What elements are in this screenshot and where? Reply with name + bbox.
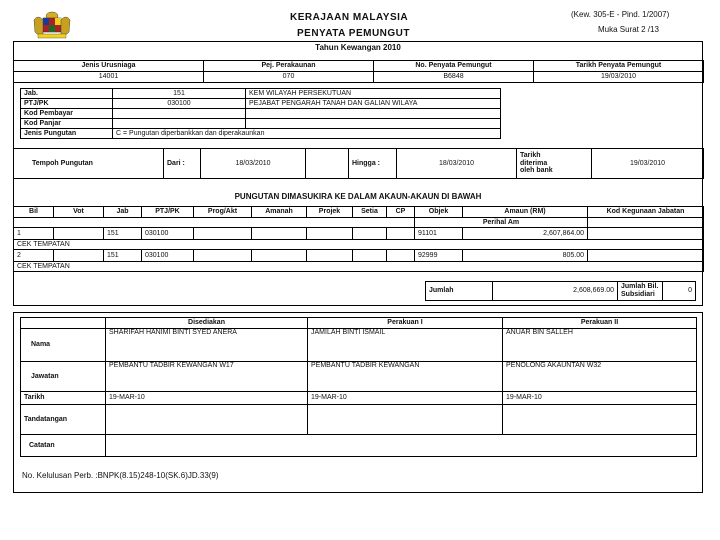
summary-header: Tarikh Penyata Pemungut bbox=[534, 61, 704, 72]
nama-label: Nama bbox=[21, 329, 106, 362]
form-code: (Kew. 305-E - Pind. 1/2007) bbox=[571, 10, 670, 19]
row-bil: 1 bbox=[14, 228, 54, 240]
col-header: Projek bbox=[307, 207, 353, 218]
collection-table bbox=[13, 206, 704, 272]
info-table bbox=[20, 88, 501, 139]
tarikh-bank-label bbox=[517, 149, 592, 179]
nama-perakuan-1: JAMILAH BINTI ISMAIL bbox=[308, 329, 503, 362]
tarikh-perakuan-1: 19-MAR-10 bbox=[308, 392, 503, 405]
jumlah-bil-value: 0 bbox=[663, 282, 696, 301]
tarikh-bank-label-line: Tarikh bbox=[520, 151, 541, 159]
row-cek: CEK TEMPATAN bbox=[14, 240, 704, 250]
jab-label: Jab. bbox=[21, 89, 113, 99]
kod-pembayar-value bbox=[113, 109, 246, 119]
perihal-label: Perihal Am bbox=[415, 218, 588, 228]
tandatangan-disediakan bbox=[106, 405, 308, 435]
summary-header: Jenis Urusniaga bbox=[14, 61, 204, 72]
col-header: Amaun (RM) bbox=[463, 207, 588, 218]
row-kod bbox=[588, 228, 704, 240]
catatan-value bbox=[106, 435, 697, 457]
perihal-extra bbox=[588, 218, 704, 228]
tandatangan-perakuan-1 bbox=[308, 405, 503, 435]
tarikh-label: Tarikh bbox=[21, 392, 106, 405]
row-vot bbox=[54, 250, 104, 262]
tandatangan-label: Tandatangan bbox=[21, 405, 106, 435]
hingga-value: 18/03/2010 bbox=[397, 149, 517, 179]
col-header: CP bbox=[387, 207, 415, 218]
ptj-code: 030100 bbox=[113, 99, 246, 109]
pej-perakaunan-value: 070 bbox=[204, 72, 374, 83]
jawatan-disediakan: PEMBANTU TADBIR KEWANGAN W17 bbox=[106, 362, 308, 392]
approval-col-header: Perakuan I bbox=[308, 318, 503, 329]
row-vot bbox=[54, 228, 104, 240]
tempoh-spacer bbox=[306, 149, 349, 179]
col-header: Objek bbox=[415, 207, 463, 218]
row-amanah bbox=[252, 228, 307, 240]
col-header: Amanah bbox=[252, 207, 307, 218]
row-cek: CEK TEMPATAN bbox=[14, 262, 704, 272]
row-amaun: 2,607,864.00 bbox=[463, 228, 588, 240]
jawatan-label: Jawatan bbox=[21, 362, 106, 392]
approval-table bbox=[20, 317, 697, 457]
col-header: Setia bbox=[353, 207, 387, 218]
row-cp bbox=[387, 228, 415, 240]
jab-code: 151 bbox=[113, 89, 246, 99]
jawatan-perakuan-2: PENOLONG AKAUNTAN W32 bbox=[503, 362, 697, 392]
kod-panjar-value bbox=[113, 119, 246, 129]
row-projek bbox=[307, 228, 353, 240]
tarikh-penyata-value: 19/03/2010 bbox=[534, 72, 704, 83]
approval-col-header: Disediakan bbox=[106, 318, 308, 329]
summary-header: No. Penyata Pemungut bbox=[374, 61, 534, 72]
jawatan-perakuan-1: PEMBANTU TADBIR KEWANGAN bbox=[308, 362, 503, 392]
row-amaun: 805.00 bbox=[463, 250, 588, 262]
catatan-label: Catatan bbox=[21, 435, 106, 457]
form-title: PENYATA PEMUNGUT bbox=[297, 28, 411, 39]
col-header: Bil bbox=[14, 207, 54, 218]
jenis-pungutan-value: C = Pungutan diperbankkan dan diperakaunkan bbox=[113, 129, 501, 139]
col-header: Kod Kegunaan Jabatan bbox=[588, 207, 704, 218]
approval-number: No. Kelulusan Perb. :BNPK(8.15)248-10(SK.6)JD.33(9) bbox=[22, 471, 219, 480]
country-title: KERAJAAN MALAYSIA bbox=[290, 12, 409, 23]
perihal-spacer bbox=[14, 218, 415, 228]
no-penyata-value: B6848 bbox=[374, 72, 534, 83]
col-header: Vot bbox=[54, 207, 104, 218]
row-objek: 92999 bbox=[415, 250, 463, 262]
dari-label: Dari : bbox=[164, 149, 201, 179]
approval-corner bbox=[21, 318, 106, 329]
ptj-name: PEJABAT PENGARAH TANAH DAN GALIAN WILAYA bbox=[246, 99, 501, 109]
row-kod bbox=[588, 250, 704, 262]
jumlah-bil-label bbox=[618, 282, 663, 301]
row-projek bbox=[307, 250, 353, 262]
kod-panjar-extra bbox=[246, 119, 501, 129]
totals-table bbox=[425, 281, 696, 301]
nama-perakuan-2: ANUAR BIN SALLEH bbox=[503, 329, 697, 362]
row-prog bbox=[194, 228, 252, 240]
jumlah-bil-label-line: Subsidiari bbox=[621, 291, 655, 298]
row-prog bbox=[194, 250, 252, 262]
summary-header: Pej. Perakaunan bbox=[204, 61, 374, 72]
tarikh-bank-label-line: diterima bbox=[520, 159, 548, 167]
row-setia bbox=[353, 250, 387, 262]
jumlah-bil-label-line: Jumlah Bil. bbox=[621, 283, 659, 291]
hingga-label: Hingga : bbox=[349, 149, 397, 179]
tarikh-perakuan-2: 19-MAR-10 bbox=[503, 392, 697, 405]
malaysia-coat-of-arms bbox=[30, 10, 74, 40]
page-ref: Muka Surat 2 /13 bbox=[598, 25, 659, 34]
jumlah-label: Jumlah bbox=[426, 282, 493, 301]
row-cp bbox=[387, 250, 415, 262]
row-amanah bbox=[252, 250, 307, 262]
ptj-label: PTJ/PK bbox=[21, 99, 113, 109]
approval-col-header: Perakuan II bbox=[503, 318, 697, 329]
jenis-urusniaga-value: 14001 bbox=[14, 72, 204, 83]
tarikh-disediakan: 19-MAR-10 bbox=[106, 392, 308, 405]
tandatangan-perakuan-2 bbox=[503, 405, 697, 435]
dari-value: 18/03/2010 bbox=[201, 149, 306, 179]
row-jab: 151 bbox=[104, 250, 142, 262]
nama-disediakan: SHARIFAH HANIMI BINTI SYED ANERA bbox=[106, 329, 308, 362]
col-header: Jab bbox=[104, 207, 142, 218]
row-jab: 151 bbox=[104, 228, 142, 240]
tarikh-bank-value: 19/03/2010 bbox=[592, 149, 704, 179]
tempoh-table bbox=[13, 148, 704, 179]
row-objek: 91101 bbox=[415, 228, 463, 240]
kod-pembayar-label: Kod Pembayar bbox=[21, 109, 113, 119]
row-bil: 2 bbox=[14, 250, 54, 262]
row-ptj: 030100 bbox=[142, 250, 194, 262]
tempoh-label: Tempoh Pungutan bbox=[14, 149, 164, 179]
jenis-pungutan-label: Jenis Pungutan bbox=[21, 129, 113, 139]
tarikh-bank-label-line: oleh bank bbox=[520, 167, 553, 175]
kod-panjar-label: Kod Panjar bbox=[21, 119, 113, 129]
col-header: PTJ/PK bbox=[142, 207, 194, 218]
row-ptj: 030100 bbox=[142, 228, 194, 240]
row-setia bbox=[353, 228, 387, 240]
jumlah-value: 2,608,669.00 bbox=[493, 282, 618, 301]
collection-title: PUNGUTAN DIMASUKIRA KE DALAM AKAUN-AKAUN DI BAWAH bbox=[234, 192, 482, 201]
col-header: Prog/Akt bbox=[194, 207, 252, 218]
jab-name: KEM WILAYAH PERSEKUTUAN bbox=[246, 89, 501, 99]
summary-table bbox=[13, 60, 704, 83]
kod-pembayar-extra bbox=[246, 109, 501, 119]
fiscal-year: Tahun Kewangan 2010 bbox=[315, 43, 401, 52]
